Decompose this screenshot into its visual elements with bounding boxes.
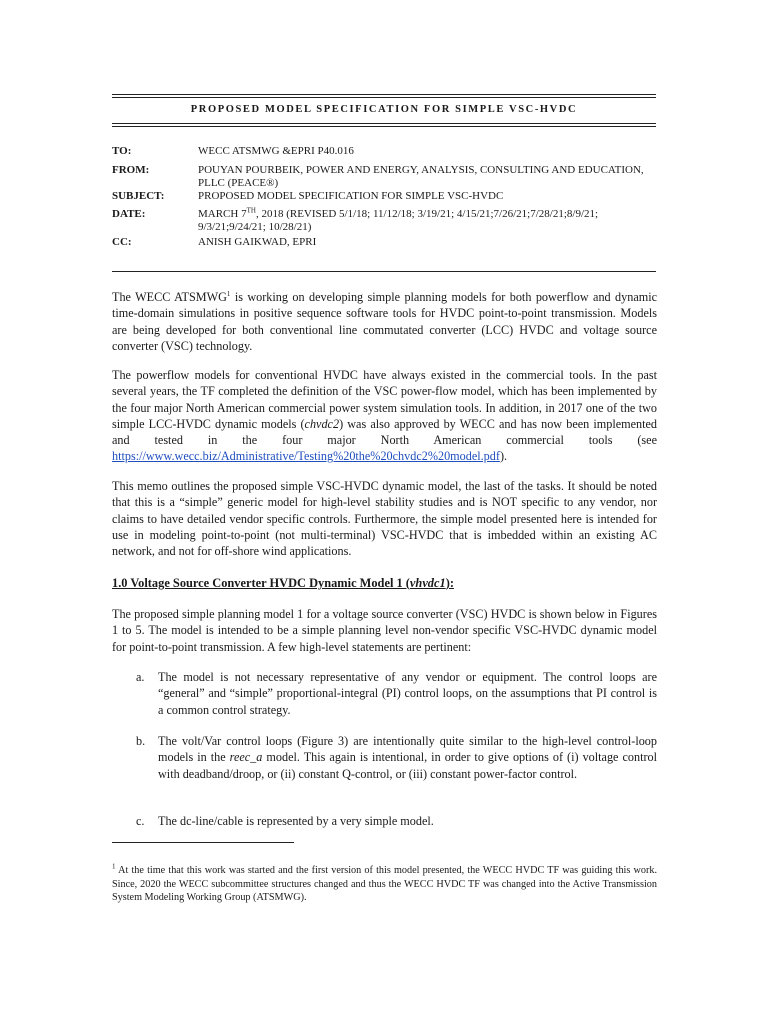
list-marker: a. bbox=[136, 670, 145, 684]
memo-title: PROPOSED MODEL SPECIFICATION FOR SIMPLE VSC-HVDC bbox=[190, 104, 578, 115]
footnote: $^1$ At the time that this work was started and the first version of this model presented, the WECC HVDC TF was guiding this work. Since, 2020 the WECC subcommittee structures changed and thus the WECC HVDC TF was changed into the Active Transmission System Modeling Working Group (ATSMWG). bbox=[112, 862, 657, 903]
list-marker: c. bbox=[136, 814, 145, 828]
powerflow-paragraph: The powerflow models for conventional HVDC have always existed in the commercial tools. In the past several years, the TF completed the definition of the VSC power-flow model, which has been implemented by the four major North American commercial power system simulation tools. In addition, in 2017 one of the two simple LCC-HVDC dynamic models (chvdc2) was also approved by WECC and has now been implemented and tested in the four major North American commercial tools (see https://www.wecc.biz/Administrative/Testing%20the%20chvdc2%20model.pdf). bbox=[112, 368, 657, 464]
list-text: The dc-line/cable is represented by a very simple model. bbox=[158, 814, 434, 828]
header-label: DATE: bbox=[112, 208, 146, 220]
header-value: PROPOSED MODEL SPECIFICATION FOR SIMPLE VSC-HVDC bbox=[198, 190, 504, 202]
footnote-ref[interactable]: 1 bbox=[226, 289, 231, 298]
header-value: MARCH 7TH, 2018 (REVISED 5/1/18; 11/12/18; 3/19/21; 4/15/21;7/26/21;7/28/21;8/9/21; 9/3/21;9/24/21; 10/28/21) bbox=[198, 206, 599, 233]
title-top-rule-2 bbox=[112, 97, 656, 98]
title-top-rule bbox=[112, 94, 656, 95]
header-value: WECC ATSMWG &EPRI P40.016 bbox=[198, 145, 354, 157]
section-heading: 1.0 Voltage Source Converter HVDC Dynamic Model 1 (vhvdc1): bbox=[112, 576, 454, 590]
title-bottom-rule bbox=[112, 123, 656, 124]
list-text: The volt/Var control loops (Figure 3) are intentionally quite similar to the high-level control-loop models in the reec_a model. This again is intentional, in order to give options of (i) voltage control with deadband/droop, or (ii) constant Q-control, or (iii) constant power-factor control. bbox=[158, 734, 657, 781]
header-value: ANISH GAIKWAD, EPRI bbox=[198, 236, 317, 248]
header-label: CC: bbox=[112, 236, 132, 248]
footnote-divider bbox=[112, 842, 294, 843]
header-label: SUBJECT: bbox=[112, 190, 165, 202]
wecc-report-link[interactable]: https://www.wecc.biz/Administrative/Testing%20the%20chvdc2%20model.pdf bbox=[112, 449, 500, 464]
title-bottom-rule-2 bbox=[112, 126, 656, 127]
model-intro-paragraph: The proposed simple planning model 1 for a voltage source converter (VSC) HVDC is shown below in Figures 1 to 5. The model is intended to be a simple planning level non-vendor specific VSC-HVDC dynamic model for point-to-point transmission. A few high-level statements are pertinent: bbox=[112, 607, 657, 654]
list-marker: b. bbox=[136, 734, 146, 748]
list-text: The model is not necessary representative of any vendor or equipment. The control loops are “general” and “simple” proportional-integral (PI) control loops, on the assumptions that PI control is a common control strategy. bbox=[158, 670, 657, 717]
header-divider bbox=[112, 271, 656, 272]
scope-paragraph: This memo outlines the proposed simple VSC-HVDC dynamic model, the last of the tasks. It should be noted that this is a “simple” generic model for high-level stability studies and is NOT specific to any vendor, nor claims to have detailed vendor specific controls. Furthermore, the simple model presented here is intended for use in modeling point-to-point (not multi-terminal) VSC-HVDC that is imbedded within an existing AC network, and not for off-shore wind applications. bbox=[112, 479, 657, 559]
intro-paragraph: The WECC ATSMWG$^1$ is working on developing simple planning models for both powerflow and dynamic time-domain simulations in positive sequence software tools for HVDC point-to-point transmission. Models are being developed for both conventional line commutated converter (LCC) HVDC and voltage source converter (VSC) technology. bbox=[112, 289, 658, 353]
header-label: TO: bbox=[112, 145, 132, 157]
header-value: POUYAN POURBEIK, POWER AND ENERGY, ANALYSIS, CONSULTING AND EDUCATION, PLLC (PEACE®) bbox=[198, 164, 644, 189]
header-label: FROM: bbox=[112, 164, 150, 176]
